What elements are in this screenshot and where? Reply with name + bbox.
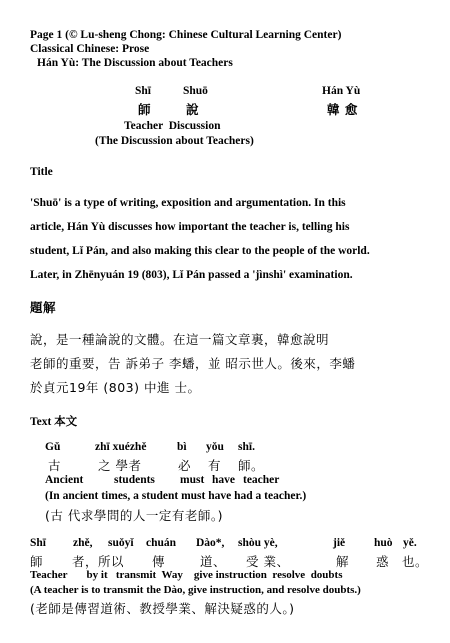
chinese-intro-text bbox=[30, 328, 355, 400]
s1-chinese: 師。 bbox=[238, 458, 265, 473]
author-chinese: 韓 愈 bbox=[327, 102, 358, 117]
s2-chinese: 受 業、 bbox=[246, 554, 290, 569]
s1-pinyin: zhī xuézhě bbox=[95, 441, 147, 453]
s2-chinese-translation: (老師是傳習道術、教授學業、解決疑惑的人。) bbox=[30, 601, 295, 616]
s2-chinese: 道、 bbox=[200, 554, 227, 569]
chinese-intro-line: 說，是一種論說的文體。在這一篇文章裏，韓愈說明 bbox=[30, 332, 330, 347]
s2-chinese: 解 bbox=[336, 554, 350, 569]
title-chinese-shi: 師 bbox=[138, 102, 152, 117]
s2-chinese: 傳 bbox=[152, 554, 166, 569]
s1-chinese: 必 bbox=[178, 458, 192, 473]
section-heading-title: Title bbox=[30, 166, 53, 178]
s1-pinyin: bì bbox=[177, 441, 187, 453]
s1-chinese: 古 bbox=[48, 458, 62, 473]
title-pinyin-shi: Shī bbox=[135, 85, 151, 97]
title-pinyin-shuo: Shuō bbox=[183, 85, 208, 97]
s2-pinyin: Shī bbox=[30, 537, 46, 549]
title-chinese-shuo: 說 bbox=[186, 102, 200, 117]
chinese-intro-line: 老師的重要，告 訴弟子 李蟠，並 昭示世人。後來，李蟠 bbox=[30, 356, 356, 371]
s1-english: Ancient bbox=[45, 474, 84, 486]
s1-chinese: 有 bbox=[208, 458, 222, 473]
title-english-full: (The Discussion about Teachers) bbox=[95, 135, 254, 147]
s2-pinyin: jiě bbox=[333, 537, 346, 549]
s2-pinyin: zhě, bbox=[73, 537, 93, 549]
paragraph-line: Later, in Zhēnyuán 19 (803), Lǐ Pán passed a 'jìnshì' examination. bbox=[30, 269, 353, 281]
page-header-line3: Hán Yù: The Discussion about Teachers bbox=[37, 57, 233, 69]
s2-chinese: 惑 bbox=[376, 554, 390, 569]
title-paragraph bbox=[30, 191, 370, 287]
s2-translation: (A teacher is to transmit the Dào, give instruction, and resolve doubts.) bbox=[30, 584, 361, 596]
s2-pinyin: suǒyǐ bbox=[108, 537, 134, 549]
s1-english: have bbox=[212, 474, 235, 486]
s2-pinyin: yě. bbox=[403, 537, 417, 549]
s2-pinyin: chuán bbox=[146, 537, 177, 549]
s1-translation: (In ancient times, a student must have had a teacher.) bbox=[45, 490, 307, 502]
s1-chinese-translation: (古 代求學問的人一定有老師。) bbox=[45, 508, 223, 523]
paragraph-line: article, Hán Yù discusses how important the teacher is, telling his bbox=[30, 221, 350, 233]
s2-english: Teacher by it transmit Way give instruction resolve doubts bbox=[30, 569, 343, 581]
s2-chinese: 者，所以 bbox=[72, 554, 125, 569]
page-header-line2: Classical Chinese: Prose bbox=[30, 43, 150, 55]
s2-chinese: 師 bbox=[30, 554, 44, 569]
author-pinyin: Hán Yù bbox=[322, 85, 361, 97]
section-heading-tijie: 題解 bbox=[30, 300, 57, 315]
s2-pinyin: Dào*, bbox=[196, 537, 225, 549]
title-english-gloss: Teacher Discussion bbox=[124, 120, 221, 132]
s2-pinyin: shòu yè, bbox=[238, 537, 278, 549]
s1-pinyin: yǒu bbox=[206, 441, 224, 453]
page-header-line1: Page 1 (© Lu-sheng Chong: Chinese Cultural Learning Center) bbox=[30, 29, 342, 41]
s1-pinyin: Gǔ bbox=[45, 441, 61, 453]
s2-pinyin: huò bbox=[374, 537, 393, 549]
s1-english: teacher bbox=[243, 474, 280, 486]
paragraph-line: 'Shuō' is a type of writing, exposition and argumentation. In this bbox=[30, 197, 346, 209]
paragraph-line: student, Lǐ Pán, and also making this clear to the people of the world. bbox=[30, 245, 370, 257]
s2-chinese: 也。 bbox=[402, 554, 429, 569]
s1-english: must bbox=[180, 474, 205, 486]
section-heading-text: Text 本文 bbox=[30, 416, 78, 428]
chinese-intro-line: 於貞元19年 (803) 中進 士。 bbox=[30, 380, 201, 395]
s1-english: students bbox=[114, 474, 155, 486]
s1-chinese: 之 學者 bbox=[98, 458, 142, 473]
s1-pinyin: shī. bbox=[238, 441, 255, 453]
